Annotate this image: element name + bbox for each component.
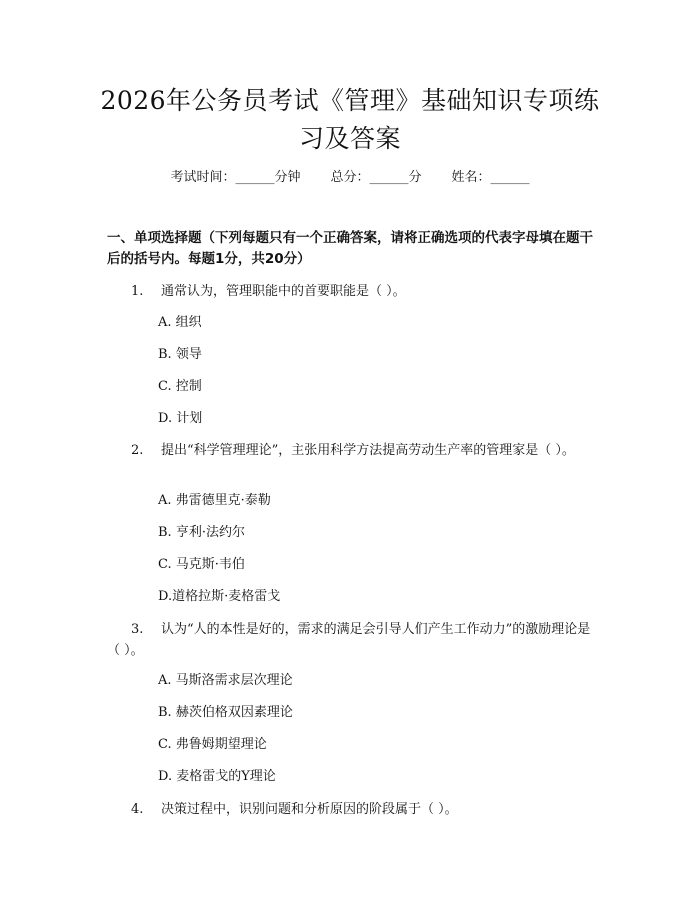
option-3a: A. 马斯洛需求层次理论 [158,673,293,688]
student-name-field: 姓名：______ [451,170,530,185]
question-number: 4. [131,802,144,817]
question-number: 3. [131,622,144,637]
exam-info-line [0,168,700,188]
option-1d: D. 计划 [158,411,203,426]
option-3c: C. 弗鲁姆期望理论 [158,737,267,752]
document-title-line2: 习及答案 [298,124,401,153]
option-2a: A. 弗雷德里克·泰勒 [158,493,271,508]
option-2b: B. 亨利·法约尔 [158,525,245,540]
option-3b: B. 赫茨伯格双因素理论 [158,705,293,720]
question-number: 1. [131,284,144,299]
question-text: 决策过程中，识别问题和分析原因的阶段属于（ ）。 [161,802,458,817]
exam-time-field: 考试时间：______分钟 [170,170,301,185]
section-heading: 一、单项选择题（下列每题只有一个正确答案，请将正确选项的代表字母填在题干后的括号内。每题1分，共20分） [107,230,593,267]
option-2d: D.道格拉斯·麦格雷戈 [158,589,281,604]
option-2c: C. 马克斯·韦伯 [158,557,245,572]
document-title-line1: 2026年公务员考试《管理》基础知识专项练 [100,86,600,115]
option-1a: A. 组织 [158,315,202,330]
total-score-field: 总分：______分 [330,170,422,185]
question-2 [107,440,597,461]
question-text: 认为“人的本性是好的，需求的满足会引导人们产生工作动力”的激励理论是（ ）。 [107,622,591,658]
question-text: 通常认为，管理职能中的首要职能是（ ）。 [161,284,406,299]
question-4 [107,799,597,820]
option-3d: D. 麦格雷戈的Y理论 [158,769,276,784]
question-3 [107,619,597,661]
question-text: 提出“科学管理理论”，主张用科学方法提高劳动生产率的管理家是（ ）。 [161,443,575,458]
question-number: 2. [131,443,144,458]
option-1c: C. 控制 [158,379,202,394]
question-1 [107,281,597,302]
option-1b: B. 领导 [158,347,202,362]
